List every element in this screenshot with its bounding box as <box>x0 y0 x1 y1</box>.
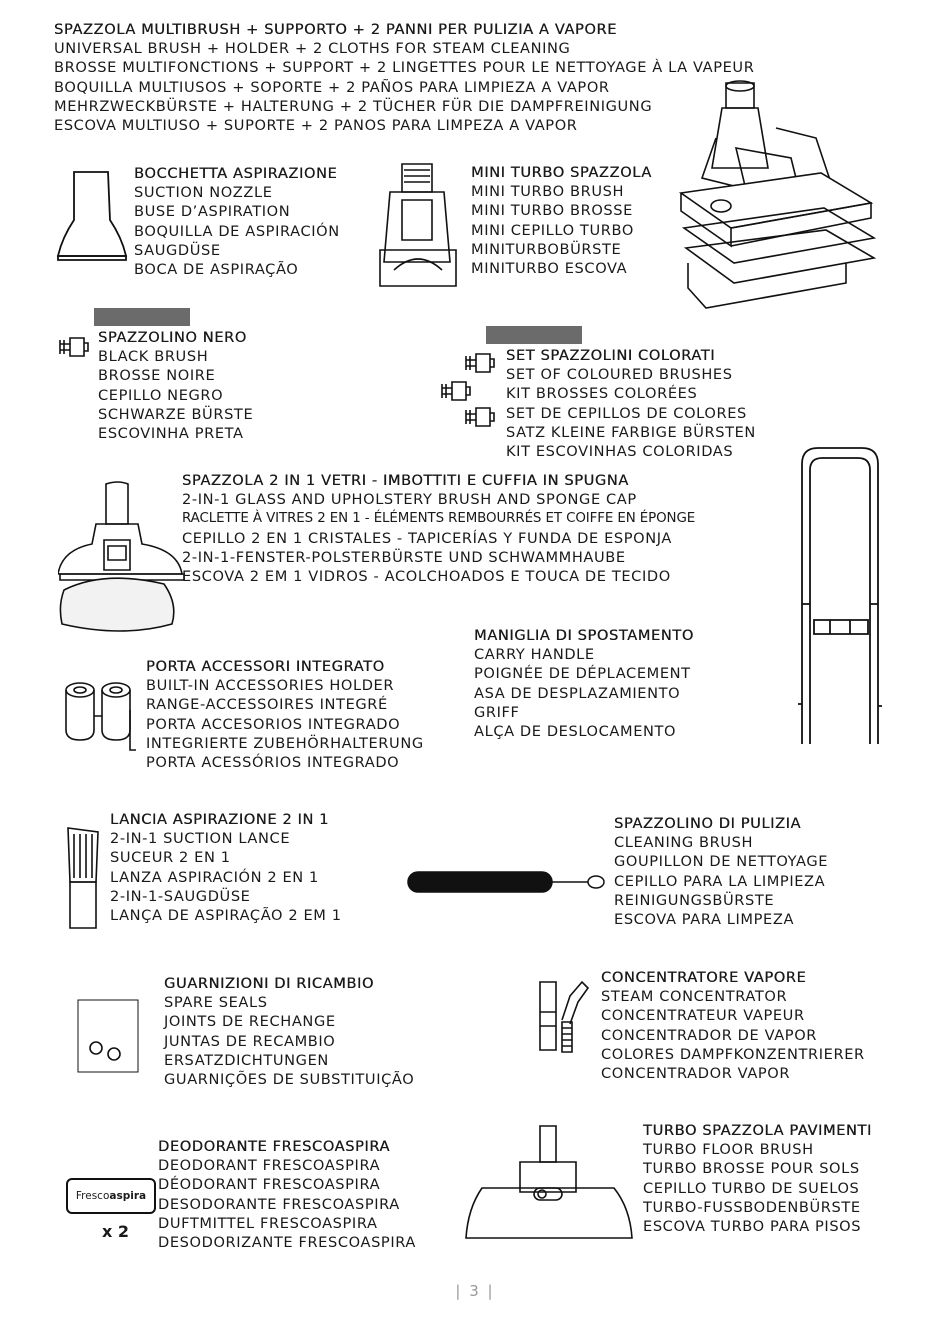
black-brush-line: BLACK BRUSH <box>98 348 209 366</box>
black-brush-line: CEPILLO NEGRO <box>98 386 224 404</box>
accessories-holder-line: PORTA ACESSÓRIOS INTEGRADO <box>146 754 400 772</box>
suction-nozzle-illustration <box>56 170 128 262</box>
coloured-brushes-line: SATZ KLEINE FARBIGE BÜRSTEN <box>506 423 756 441</box>
cleaning-brush-block <box>614 814 828 929</box>
accessories-holder-line: INTEGRIERTE ZUBEHÖRHALTERUNG <box>146 734 424 752</box>
spare-seals-title: GUARNIZIONI DI RICAMBIO <box>164 975 374 992</box>
carry-handle-line: POIGNÉE DE DÉPLACEMENT <box>474 665 691 683</box>
cleaning-brush-line: ESCOVA PARA LIMPEZA <box>614 911 795 929</box>
spare-seals-line: JOINTS DE RECHANGE <box>164 1013 336 1031</box>
deodorant-title: DEODORANTE FRESCOASPIRA <box>158 1138 391 1155</box>
suction-lance-line: 2-IN-1 SUCTION LANCE <box>110 830 291 848</box>
mini-turbo-line: MINI TURBO BROSSE <box>471 202 633 220</box>
glass-brush-illustration <box>58 480 186 640</box>
glass-brush-line: RACLETTE À VITRES 2 EN 1 - ÉLÉMENTS REMBOURRÉS ET COIFFE EN ÉPONGE <box>182 511 696 527</box>
carry-handle-line: ASA DE DESPLAZAMIENTO <box>474 684 681 702</box>
suction-nozzle-line: BOQUILLA DE ASPIRACIÓN <box>134 222 340 240</box>
glass-brush-line: 2-IN-1-FENSTER-POLSTERBÜRSTE UND SCHWAMMHAUBE <box>182 548 626 566</box>
carry-handle-line: CARRY HANDLE <box>474 646 595 664</box>
cleaning-brush-line: CLEANING BRUSH <box>614 834 754 852</box>
suction-lance-line: LANZA ASPIRACIÓN 2 EN 1 <box>110 868 319 886</box>
steam-concentrator-line: CONCENTRATEUR VAPEUR <box>601 1007 805 1025</box>
steam-concentrator-line: CONCENTRADOR DE VAPOR <box>601 1026 818 1044</box>
spare-seals-line: ERSATZDICHTUNGEN <box>164 1051 329 1069</box>
cleaning-brush-line: GOUPILLON DE NETTOYAGE <box>614 853 829 871</box>
gray-bar <box>486 326 582 344</box>
steam-concentrator-title: CONCENTRATORE VAPORE <box>601 969 807 986</box>
multibrush-illustration <box>676 78 886 318</box>
black-brush-line: ESCOVINHA PRETA <box>98 425 244 443</box>
deodorant-line: DÉODORANT FRESCOASPIRA <box>158 1176 381 1194</box>
steam-concentrator-line: STEAM CONCENTRATOR <box>601 988 788 1006</box>
coloured-brushes-block <box>506 346 756 461</box>
black-brush-line: BROSSE NOIRE <box>98 367 216 385</box>
steam-concentrator-illustration <box>534 970 592 1054</box>
carry-handle-line: GRIFF <box>474 703 520 721</box>
header-line: ESCOVA MULTIUSO + SUPORTE + 2 PANOS PARA LIMPEZA A VAPOR <box>54 117 578 135</box>
spare-seals-block <box>164 974 414 1089</box>
quantity-label: x 2 <box>102 1222 130 1241</box>
coloured-brushes-line: KIT BROSSES COLORÉES <box>506 385 698 403</box>
glass-brush-line: 2-IN-1 GLASS AND UPHOLSTERY BRUSH AND SPONGE CAP <box>182 491 637 509</box>
turbo-floor-block <box>643 1121 872 1236</box>
steam-concentrator-line: COLORES DAMPFKONZENTRIERER <box>601 1045 865 1063</box>
accessories-holder-block <box>146 657 424 772</box>
coloured-brushes-title: SET SPAZZOLINI COLORATI <box>506 347 716 364</box>
mini-turbo-line: MINITURBOBÜRSTE <box>471 240 622 258</box>
cleaning-brush-line: CEPILLO PARA LA LIMPIEZA <box>614 872 826 890</box>
spare-seals-line: JUNTAS DE RECAMBIO <box>164 1032 336 1050</box>
carry-handle-line: ALÇA DE DESLOCAMENTO <box>474 723 677 741</box>
deodorant-line: DESODORANTE FRESCOASPIRA <box>158 1195 400 1213</box>
spare-seals-line: SPARE SEALS <box>164 994 268 1012</box>
header-line: UNIVERSAL BRUSH + HOLDER + 2 CLOTHS FOR STEAM CLEANING <box>54 40 571 58</box>
turbo-floor-line: TURBO BROSSE POUR SOLS <box>643 1160 860 1178</box>
header-title: SPAZZOLA MULTIBRUSH + SUPPORTO + 2 PANNI PER PULIZIA A VAPORE <box>54 21 617 38</box>
suction-nozzle-title: BOCCHETTA ASPIRAZIONE <box>134 165 338 182</box>
turbo-floor-line: TURBO FLOOR BRUSH <box>643 1141 814 1159</box>
suction-nozzle-line: BUSE D’ASPIRATION <box>134 203 291 221</box>
black-brush-title: SPAZZOLINO NERO <box>98 329 247 346</box>
header-line: MEHRZWECKBÜRSTE + HALTERUNG + 2 TÜCHER FÜR DIE DAMPFREINIGUNG <box>54 97 653 115</box>
turbo-floor-line: TURBO-FUSSBODENBÜRSTE <box>643 1198 861 1216</box>
carry-handle-title: MANIGLIA DI SPOSTAMENTO <box>474 627 694 644</box>
suction-nozzle-line: SAUGDÜSE <box>134 241 221 259</box>
suction-nozzle-line: BOCA DE ASPIRAÇÃO <box>134 261 299 279</box>
turbo-floor-line: ESCOVA TURBO PARA PISOS <box>643 1218 862 1236</box>
spare-seals-line: GUARNIÇÕES DE SUBSTITUIÇÃO <box>164 1071 415 1089</box>
accessories-holder-line: RANGE-ACCESSOIRES INTEGRÉ <box>146 696 388 714</box>
black-brush-block <box>98 328 253 443</box>
glass-brush-title: SPAZZOLA 2 IN 1 VETRI - IMBOTTITI E CUFFIA IN SPUGNA <box>182 472 629 489</box>
suction-lance-block <box>110 810 342 925</box>
suction-lance-illustration <box>64 826 104 930</box>
coloured-brushes-line: KIT ESCOVINHAS COLORIDAS <box>506 443 734 461</box>
accessories-holder-title: PORTA ACCESSORI INTEGRATO <box>146 658 385 675</box>
mini-turbo-illustration <box>376 160 460 290</box>
header-line: BOQUILLA MULTIUSOS + SOPORTE + 2 PAÑOS PARA LIMPIEZA A VAPOR <box>54 78 610 96</box>
glass-brush-block <box>182 471 695 586</box>
black-brush-icon <box>58 336 90 358</box>
deodorant-block <box>158 1137 416 1252</box>
glass-brush-line: CEPILLO 2 EN 1 CRISTALES - TAPICERÍAS Y FUNDA DE ESPONJA <box>182 529 673 547</box>
deodorant-line: DUFTMITTEL FRESCOASPIRA <box>158 1214 378 1232</box>
logo-text-pre: Fresco <box>75 1190 110 1202</box>
steam-concentrator-line: CONCENTRADOR VAPOR <box>601 1065 791 1083</box>
coloured-brushes-line: SET DE CEPILLOS DE COLORES <box>506 404 747 422</box>
gray-bar <box>94 308 190 326</box>
deodorant-line: DEODORANT FRESCOASPIRA <box>158 1157 381 1175</box>
steam-concentrator-block <box>601 968 865 1083</box>
accessories-holder-line: PORTA ACCESORIOS INTEGRADO <box>146 715 401 733</box>
turbo-floor-title: TURBO SPAZZOLA PAVIMENTI <box>643 1122 872 1139</box>
mini-turbo-line: MINI CEPILLO TURBO <box>471 221 634 239</box>
coloured-brushes-icon <box>438 350 500 430</box>
mini-turbo-line: MINITURBO ESCOVA <box>471 260 628 278</box>
coloured-brushes-line: SET OF COLOURED BRUSHES <box>506 366 733 384</box>
glass-brush-line: ESCOVA 2 EM 1 VIDROS - ACOLCHOADOS E TOUCA DE TECIDO <box>182 568 671 586</box>
suction-lance-line: 2-IN-1-SAUGDÜSE <box>110 887 251 905</box>
deodorant-line: DESODORIZANTE FRESCOASPIRA <box>158 1234 416 1252</box>
turbo-floor-illustration <box>462 1122 636 1242</box>
header-line: BROSSE MULTIFONCTIONS + SUPPORT + 2 LINGETTES POUR LE NETTOYAGE À LA VAPEUR <box>54 59 755 77</box>
cleaning-brush-title: SPAZZOLINO DI PULIZIA <box>614 815 802 832</box>
suction-nozzle-line: SUCTION NOZZLE <box>134 184 273 202</box>
turbo-floor-line: CEPILLO TURBO DE SUELOS <box>643 1179 860 1197</box>
suction-lance-title: LANCIA ASPIRAZIONE 2 IN 1 <box>110 811 329 828</box>
accessories-holder-illustration <box>60 680 144 756</box>
suction-lance-line: SUCEUR 2 EN 1 <box>110 849 231 867</box>
spare-seals-illustration <box>76 998 140 1074</box>
carry-handle-block <box>474 626 694 741</box>
header-block <box>54 20 754 135</box>
suction-nozzle-block <box>134 164 340 279</box>
cleaning-brush-illustration <box>406 868 606 896</box>
carry-handle-illustration <box>794 444 884 744</box>
accessories-holder-line: BUILT-IN ACCESSORIES HOLDER <box>146 677 395 695</box>
mini-turbo-line: MINI TURBO BRUSH <box>471 183 625 201</box>
page-number: | 3 | <box>455 1282 495 1300</box>
logo-text-bold: aspira <box>109 1190 147 1202</box>
frescoaspira-logo <box>66 1178 156 1214</box>
mini-turbo-title: MINI TURBO SPAZZOLA <box>471 164 652 181</box>
suction-lance-line: LANÇA DE ASPIRAÇÃO 2 EM 1 <box>110 907 342 925</box>
mini-turbo-block <box>471 163 652 278</box>
cleaning-brush-line: REINIGUNGSBÜRSTE <box>614 891 775 909</box>
black-brush-line: SCHWARZE BÜRSTE <box>98 405 254 423</box>
